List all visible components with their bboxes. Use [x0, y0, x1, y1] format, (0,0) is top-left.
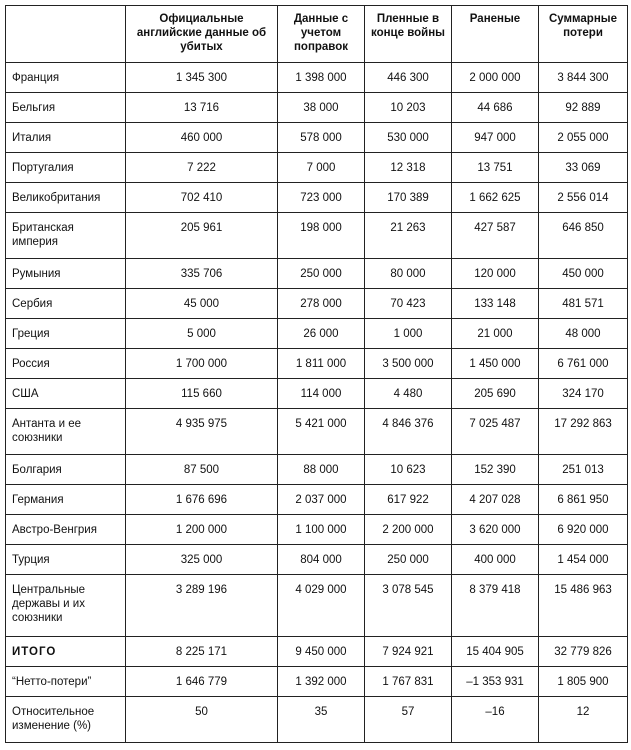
cell-adjusted: 723 000: [278, 183, 365, 213]
cell-total-losses: 1 454 000: [539, 545, 628, 575]
cell-wounded: 1 662 625: [452, 183, 539, 213]
header-row: [6, 6, 628, 63]
cell-adjusted: 88 000: [278, 455, 365, 485]
cell-prisoners: 12 318: [365, 153, 452, 183]
cell-total-losses: 6 861 950: [539, 485, 628, 515]
row-label: Италия: [6, 123, 126, 153]
cell-prisoners: 1 000: [365, 319, 452, 349]
cell-prisoners: 10 203: [365, 93, 452, 123]
row-label: Румыния: [6, 259, 126, 289]
cell-total-losses: 1 805 900: [539, 667, 628, 697]
cell-adjusted: 804 000: [278, 545, 365, 575]
cell-wounded: 13 751: [452, 153, 539, 183]
cell-official-killed: 8 225 171: [126, 637, 278, 667]
row-label: ИТОГО: [6, 637, 126, 667]
table-row: [6, 153, 628, 183]
cell-official-killed: 115 660: [126, 379, 278, 409]
cell-prisoners: 80 000: [365, 259, 452, 289]
losses-table: [5, 5, 628, 743]
cell-wounded: 152 390: [452, 455, 539, 485]
cell-official-killed: 45 000: [126, 289, 278, 319]
cell-prisoners: 21 263: [365, 213, 452, 259]
row-label: Россия: [6, 349, 126, 379]
row-label: Британская империя: [6, 213, 126, 259]
cell-wounded: 205 690: [452, 379, 539, 409]
cell-wounded: 21 000: [452, 319, 539, 349]
cell-total-losses: 646 850: [539, 213, 628, 259]
cell-total-losses: 92 889: [539, 93, 628, 123]
cell-official-killed: 87 500: [126, 455, 278, 485]
cell-total-losses: 3 844 300: [539, 63, 628, 93]
cell-wounded: –1 353 931: [452, 667, 539, 697]
table-row: [6, 455, 628, 485]
cell-total-losses: 6 761 000: [539, 349, 628, 379]
cell-official-killed: 7 222: [126, 153, 278, 183]
cell-prisoners: 3 078 545: [365, 575, 452, 637]
cell-official-killed: 1 200 000: [126, 515, 278, 545]
row-label: США: [6, 379, 126, 409]
cell-prisoners: 10 623: [365, 455, 452, 485]
cell-adjusted: 1 811 000: [278, 349, 365, 379]
table-row: [6, 183, 628, 213]
cell-wounded: 133 148: [452, 289, 539, 319]
cell-wounded: 4 207 028: [452, 485, 539, 515]
table-row: [6, 213, 628, 259]
header-cell-official-killed: Официальные английские данные об убитых: [126, 6, 278, 63]
row-label: Турция: [6, 545, 126, 575]
table-row: [6, 575, 628, 637]
cell-wounded: –16: [452, 697, 539, 743]
row-label: Антанта и ее союзники: [6, 409, 126, 455]
header-cell-total-losses: Суммарные потери: [539, 6, 628, 63]
table-row: [6, 349, 628, 379]
cell-prisoners: 2 200 000: [365, 515, 452, 545]
cell-prisoners: 4 846 376: [365, 409, 452, 455]
cell-total-losses: 48 000: [539, 319, 628, 349]
cell-total-losses: 481 571: [539, 289, 628, 319]
cell-official-killed: 3 289 196: [126, 575, 278, 637]
cell-wounded: 427 587: [452, 213, 539, 259]
cell-adjusted: 38 000: [278, 93, 365, 123]
cell-official-killed: 1 700 000: [126, 349, 278, 379]
cell-official-killed: 13 716: [126, 93, 278, 123]
table-row: [6, 123, 628, 153]
cell-wounded: 15 404 905: [452, 637, 539, 667]
table-row: [6, 667, 628, 697]
header-cell-wounded: Раненые: [452, 6, 539, 63]
cell-official-killed: 335 706: [126, 259, 278, 289]
cell-prisoners: 617 922: [365, 485, 452, 515]
cell-wounded: 7 025 487: [452, 409, 539, 455]
cell-prisoners: 1 767 831: [365, 667, 452, 697]
table-body: [6, 63, 628, 743]
cell-adjusted: 198 000: [278, 213, 365, 259]
header-cell-adjusted: Данные с учетом поправок: [278, 6, 365, 63]
cell-adjusted: 1 392 000: [278, 667, 365, 697]
cell-official-killed: 5 000: [126, 319, 278, 349]
table-row: [6, 319, 628, 349]
table-row: [6, 379, 628, 409]
cell-total-losses: 32 779 826: [539, 637, 628, 667]
table-row: [6, 289, 628, 319]
cell-official-killed: 1 646 779: [126, 667, 278, 697]
cell-adjusted: 278 000: [278, 289, 365, 319]
header-cell-label: [6, 6, 126, 63]
cell-official-killed: 205 961: [126, 213, 278, 259]
cell-wounded: 3 620 000: [452, 515, 539, 545]
table-row: [6, 63, 628, 93]
cell-total-losses: 324 170: [539, 379, 628, 409]
cell-prisoners: 170 389: [365, 183, 452, 213]
row-label: “Нетто-потери”: [6, 667, 126, 697]
row-label: Болгария: [6, 455, 126, 485]
cell-prisoners: 446 300: [365, 63, 452, 93]
cell-official-killed: 460 000: [126, 123, 278, 153]
cell-wounded: 1 450 000: [452, 349, 539, 379]
cell-total-losses: 251 013: [539, 455, 628, 485]
row-label: Германия: [6, 485, 126, 515]
row-label: Сербия: [6, 289, 126, 319]
cell-official-killed: 50: [126, 697, 278, 743]
cell-adjusted: 1 398 000: [278, 63, 365, 93]
table-row: [6, 259, 628, 289]
row-label: Франция: [6, 63, 126, 93]
table-row: [6, 93, 628, 123]
cell-prisoners: 7 924 921: [365, 637, 452, 667]
cell-official-killed: 325 000: [126, 545, 278, 575]
cell-adjusted: 4 029 000: [278, 575, 365, 637]
header-cell-prisoners: Пленные в конце войны: [365, 6, 452, 63]
cell-adjusted: 114 000: [278, 379, 365, 409]
cell-prisoners: 530 000: [365, 123, 452, 153]
table-row: [6, 409, 628, 455]
cell-wounded: 8 379 418: [452, 575, 539, 637]
row-label: Центральные державы и их союзники: [6, 575, 126, 637]
table-row: [6, 637, 628, 667]
cell-adjusted: 35: [278, 697, 365, 743]
row-label: Великобритания: [6, 183, 126, 213]
cell-total-losses: 33 069: [539, 153, 628, 183]
cell-total-losses: 12: [539, 697, 628, 743]
row-label: Португалия: [6, 153, 126, 183]
row-label: Греция: [6, 319, 126, 349]
cell-wounded: 44 686: [452, 93, 539, 123]
cell-prisoners: 4 480: [365, 379, 452, 409]
cell-official-killed: 1 676 696: [126, 485, 278, 515]
cell-wounded: 120 000: [452, 259, 539, 289]
cell-prisoners: 70 423: [365, 289, 452, 319]
cell-wounded: 947 000: [452, 123, 539, 153]
cell-prisoners: 57: [365, 697, 452, 743]
cell-adjusted: 578 000: [278, 123, 365, 153]
cell-total-losses: 6 920 000: [539, 515, 628, 545]
cell-prisoners: 250 000: [365, 545, 452, 575]
cell-adjusted: 5 421 000: [278, 409, 365, 455]
cell-adjusted: 2 037 000: [278, 485, 365, 515]
cell-prisoners: 3 500 000: [365, 349, 452, 379]
cell-total-losses: 2 556 014: [539, 183, 628, 213]
row-label: Бельгия: [6, 93, 126, 123]
table-row: [6, 545, 628, 575]
cell-total-losses: 17 292 863: [539, 409, 628, 455]
table-row: [6, 485, 628, 515]
cell-adjusted: 250 000: [278, 259, 365, 289]
table-row: [6, 697, 628, 743]
row-label: Австро-Венгрия: [6, 515, 126, 545]
cell-official-killed: 1 345 300: [126, 63, 278, 93]
cell-official-killed: 702 410: [126, 183, 278, 213]
row-label: Относительное изменение (%): [6, 697, 126, 743]
cell-wounded: 400 000: [452, 545, 539, 575]
cell-wounded: 2 000 000: [452, 63, 539, 93]
cell-total-losses: 15 486 963: [539, 575, 628, 637]
cell-total-losses: 2 055 000: [539, 123, 628, 153]
cell-adjusted: 1 100 000: [278, 515, 365, 545]
cell-adjusted: 7 000: [278, 153, 365, 183]
cell-adjusted: 26 000: [278, 319, 365, 349]
table-row: [6, 515, 628, 545]
cell-adjusted: 9 450 000: [278, 637, 365, 667]
cell-total-losses: 450 000: [539, 259, 628, 289]
cell-official-killed: 4 935 975: [126, 409, 278, 455]
